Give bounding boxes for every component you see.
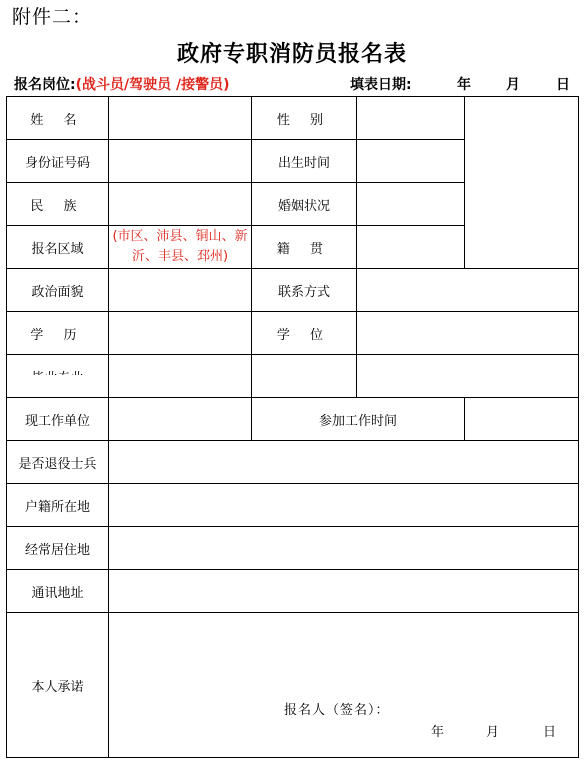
id-number-field[interactable] [109, 140, 252, 183]
mailing-address-field[interactable] [109, 570, 579, 613]
household-location-label: 户籍所在地 [7, 484, 109, 527]
employer-label: 现工作单位 [7, 398, 109, 441]
education-label: 学 历 [7, 312, 109, 355]
employer-field[interactable] [109, 398, 252, 441]
political-status-label: 政治面貌 [7, 269, 109, 312]
fill-date-day: 日 [556, 77, 570, 93]
major-field[interactable] [109, 355, 252, 398]
graduation-time-field[interactable] [357, 355, 579, 398]
degree-field[interactable] [357, 312, 579, 355]
post-options: (战斗员/驾驶员 /接警员) [75, 77, 230, 93]
region-label: 报名区域 [7, 226, 109, 269]
registration-table [6, 96, 579, 758]
education-field[interactable] [109, 312, 252, 355]
residence-field[interactable] [109, 527, 579, 570]
promise-field[interactable] [109, 613, 579, 758]
residence-label: 经常居住地 [7, 527, 109, 570]
post-label: 报名岗位: [14, 77, 76, 93]
signature-month: 月 [486, 725, 500, 740]
native-place-label: 籍 贯 [252, 226, 357, 269]
major-label [7, 355, 109, 398]
birth-time-label: 出生时间 [252, 140, 357, 183]
name-label: 姓 名 [7, 97, 109, 140]
attachment-label: 附件二： [12, 6, 93, 28]
post-line [14, 74, 230, 94]
native-place-field[interactable] [357, 226, 465, 269]
mailing-address-label: 通讯地址 [7, 570, 109, 613]
veteran-label: 是否退役士兵 [7, 441, 109, 484]
political-status-field[interactable] [109, 269, 252, 312]
veteran-field[interactable] [109, 441, 579, 484]
promise-label: 本人承诺 [7, 613, 109, 758]
signature-year: 年 [431, 725, 445, 740]
ethnicity-field[interactable] [109, 183, 252, 226]
fill-date-year: 年 [457, 77, 471, 93]
signature-day: 日 [543, 725, 557, 740]
contact-label: 联系方式 [252, 269, 357, 312]
photo-box[interactable] [465, 97, 579, 269]
degree-label: 学 位 [252, 312, 357, 355]
name-field[interactable] [109, 97, 252, 140]
fill-date-month: 月 [506, 77, 520, 93]
marital-status-label: 婚姻状况 [252, 183, 357, 226]
id-number-label: 身份证号码 [7, 140, 109, 183]
gender-field[interactable] [357, 97, 465, 140]
applicant-signature-label: 报名人（签名）： [284, 703, 390, 718]
birth-time-field[interactable] [357, 140, 465, 183]
work-start-time-field[interactable] [465, 398, 579, 441]
region-options[interactable]: (市区、沛县、铜山、新沂、丰县、邳州) [109, 226, 252, 269]
fill-date-label: 填表日期: [350, 77, 412, 93]
ethnicity-label: 民 族 [7, 183, 109, 226]
gender-label: 性 别 [252, 97, 357, 140]
form-title: 政府专职消防员报名表 [176, 42, 407, 67]
work-start-time-label: 参加工作时间 [252, 398, 465, 441]
contact-field[interactable] [357, 269, 579, 312]
household-location-field[interactable] [109, 484, 579, 527]
marital-status-field[interactable] [357, 183, 465, 226]
graduation-time-label [252, 355, 357, 398]
